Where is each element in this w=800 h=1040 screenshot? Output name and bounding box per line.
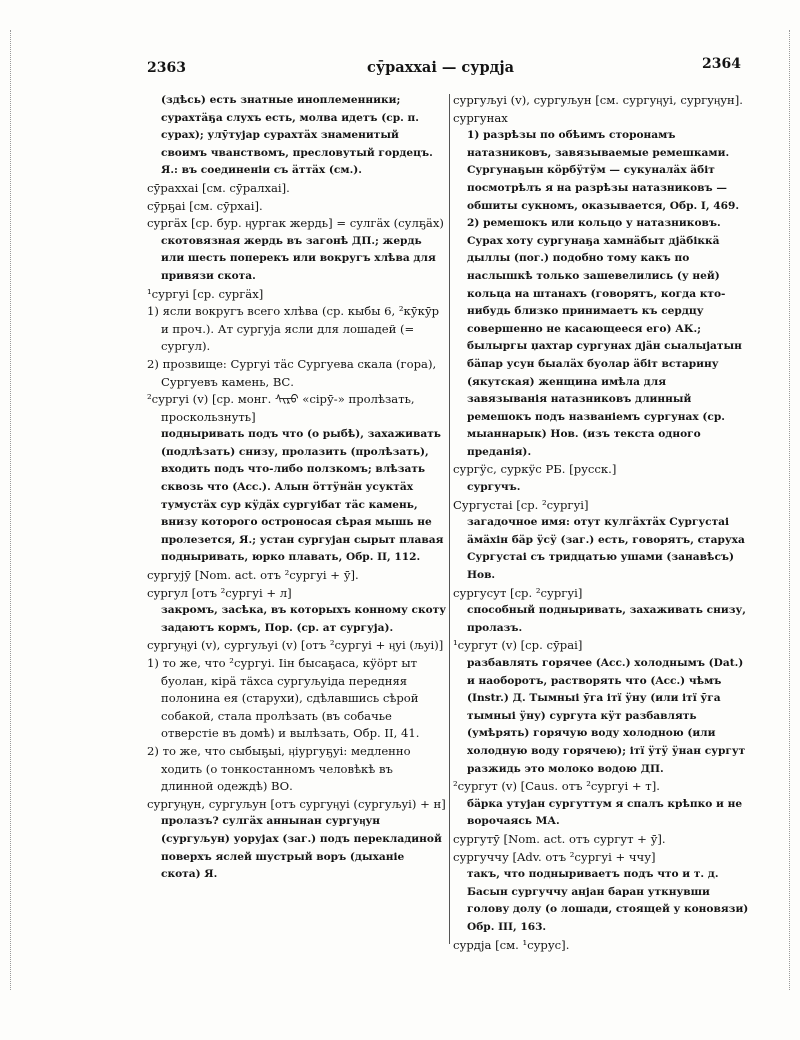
entry-headword: ²сургут (v) [Caus. отъ ²сургуі + т].	[453, 779, 660, 794]
entry-headword: сургуччу [Adv. отъ ²сургуі + ччу]	[453, 849, 656, 864]
page-number-left: 2363	[147, 60, 186, 76]
running-title: сӯраххаі — сурдја	[367, 59, 514, 76]
entry-headword: сургујӯ [Nom. act. отъ ²сургуі + ӯ].	[147, 568, 359, 583]
entry-headword: сургуљуі (v), сургуљун [см. сургуӊуі, сургуӊун].	[453, 93, 743, 107]
entry-headword: 2) то же, что сыбыҕыі, ӊіургуҕуі: медленно ходить (о тонкостанномъ человѣкѣ въ длинной одеждѣ) ВО.	[147, 743, 411, 794]
right-column	[453, 92, 749, 954]
entry-headword: 2) прозвище: Сургуі тӓс Сургуева скала (гора), Сургуевъ камень, ВС.	[147, 356, 437, 389]
page-number-right: 2364	[702, 56, 741, 72]
entry-headword: 1) то же, что ²сургуі. Ӏін бысаҕаса, кӱöрт ыт буолан, кірӓ тäхса сургуљуіда передняя полонина ея (старухи), сдѣлавшись сѣрой собакой, стала пролѣзать (въ собачье отверстіе въ домѣ) и вылѣзать, Обр. II, 41.	[147, 656, 420, 741]
entry-headword: сургӓх [ср. бур. ӊургак жердь] = сулгӓх (сулҕӓх)	[147, 216, 444, 231]
entry-headword: сургусут [ср. ²сургуі]	[453, 585, 583, 600]
entry-definition: 1) разрѣзы по обѣимъ сторонамъ натазниковъ, завязываемые ремешками. Сургунаҕын кöрбӱтӱм — сукуналäх äбіт посмотрѣлъ я на разрѣзы натазниковъ — обшиты сукномъ, оказывается, Обр. I, 469.	[467, 129, 740, 212]
entry-definition: сургучъ.	[467, 481, 521, 494]
entry-headword: сургӱс, суркӱс РБ. [русск.]	[453, 462, 617, 477]
entry-headword: сургул [отъ ²сургуі + л]	[147, 585, 292, 600]
left-column	[147, 92, 447, 884]
entry-headword: ²сургуі (v) [ср. монг. ᠰᠢᠷᠤ «сірӯ-» пролѣзать, проскользнуть]	[147, 392, 415, 424]
entry-definition: (здѣсь) есть знатные иноплеменники; сурахтӓҕа слухъ есть, молва идетъ (ср. п. сурах); улӯтујар сурахтӓх знаменитый своимъ чванствомъ, пресловутый гордецъ. Я.: въ соединеніи съ äттäх (см.).	[161, 94, 433, 177]
entry-definition: 2) ремешокъ или кольцо у натазниковъ. Сурах хоту сургунаҕа хамнäбыт дјäбіккä дыллы (пог.) подобно тому какъ по наслышкѣ только зашевелились (у ней) кольца на штанахъ (говорятъ, когда кто-нибудь близко принимаетъ къ сердцу совершенно не касающееся его) АК.; былыргы џахтар сургунах дјäн сыалыјатын бäпар усун быалäх буолар äбіт встарину (якутская) женщина имѣла для завязыванія натазниковъ длинный ремешокъ подъ названіемъ сургунах (ср. мыаннарык) Нов. (изъ текста одного преданія).	[467, 217, 742, 458]
entry-headword: ¹сургуі [ср. сургӓх]	[147, 286, 264, 301]
entry-definition: пролазъ? сулгӓх аннынан сургуӊун (сургуљун) уорујах (заг.) подъ перекладиной поверхъ яслей шустрый воръ (дыханіе скота) Я.	[161, 815, 442, 881]
entry-headword: сургуӊун, сургуљун [отъ сургуӊуі (сургуљуі) + н]	[147, 796, 446, 811]
entry-headword: сургуӊуі (v), сургуљуі (v) [отъ ²сургуі + ӊуі (љуі)]	[147, 638, 444, 653]
entry-headword: Сургустаі [ср. ²сургуі]	[453, 497, 589, 512]
entry-headword: сургутӯ [Nom. act. отъ сургут + ӯ].	[453, 831, 666, 846]
entry-definition: загадочное имя: отут кулгäхтäх Сургустаі äмäхін бäр ӱсӱ (заг.) есть, говорятъ, старуха Сургустаі съ тридцатью ушами (занавѣсъ) Нов.	[467, 516, 745, 582]
entry-headword: 1) ясли вокругъ всего хлѣва (ср. кыбы 6, ²кӯкӯр и проч.). Ат сургуја ясли для лошадей (= сургул).	[147, 304, 440, 354]
entry-definition: такъ, что подныриваетъ подъ что и т. д. Басын сургуччу анјан баран уткнувши голову долу (о лошади, стоящей у коновязи) Обр. III, 163.	[467, 868, 749, 933]
entry-definition: бäрка утујан сургуттум я спалъ крѣпко и не ворочаясь МА.	[467, 797, 743, 828]
entry-headword: сурдја [см. ¹сурус].	[453, 937, 570, 952]
entry-definition: подныривать подъ что (о рыбѣ), захаживать (подлѣзать) снизу, пролазить (пролѣзать), входить подъ что-либо ползкомъ; влѣзать сквозь что (Acc.). Алын öттӱнäн усуктäх тумустäх сур кӱдäх сургуібат тӓс камень, внизу которого остроносая сѣрая мышь не пролезется, Я.; устан сургујан сырыт плавая подныривать, юрко плавать, Обр. II, 112.	[161, 428, 444, 564]
page-edge-right	[789, 30, 790, 990]
entry-headword: ¹сургут (v) [ср. сӯраі]	[453, 638, 583, 653]
entry-definition: способный подныривать, захаживать снизу, пролазъ.	[467, 604, 746, 634]
entry-definition: разбавлять горячее (Acc.) холоднымъ (Dat.) и наоборотъ, растворять что (Acc.) чѣмъ (Instr.) Д. Тымныі ӯга ітї ӱну (или ітї ӯга тымныі ӱну) сургута кӱт разбавлять (умѣрять) горячую воду холодною (или холодную воду горячею); ітї ӱтӱ ӱнан сургут разжидь это молоко водою ДП.	[467, 657, 746, 775]
entry-headword: сӯраххаі [см. сӯралхаі].	[147, 180, 290, 195]
page-edge-left	[10, 30, 11, 990]
entry-definition: скотовязная жердь въ загонѣ ДП.; жердь или шесть поперекъ или вокругъ хлѣва для привязи скота.	[161, 234, 436, 282]
entry-headword: сургунах	[453, 110, 508, 125]
entry-definition: закромъ, засѣка, въ которыхъ конному скоту задаютъ кормъ, Пор. (ср. ат сургуја).	[161, 604, 447, 634]
column-divider	[449, 94, 450, 944]
entry-headword: сӯрҕаі [см. сӯрхаі].	[147, 198, 263, 213]
